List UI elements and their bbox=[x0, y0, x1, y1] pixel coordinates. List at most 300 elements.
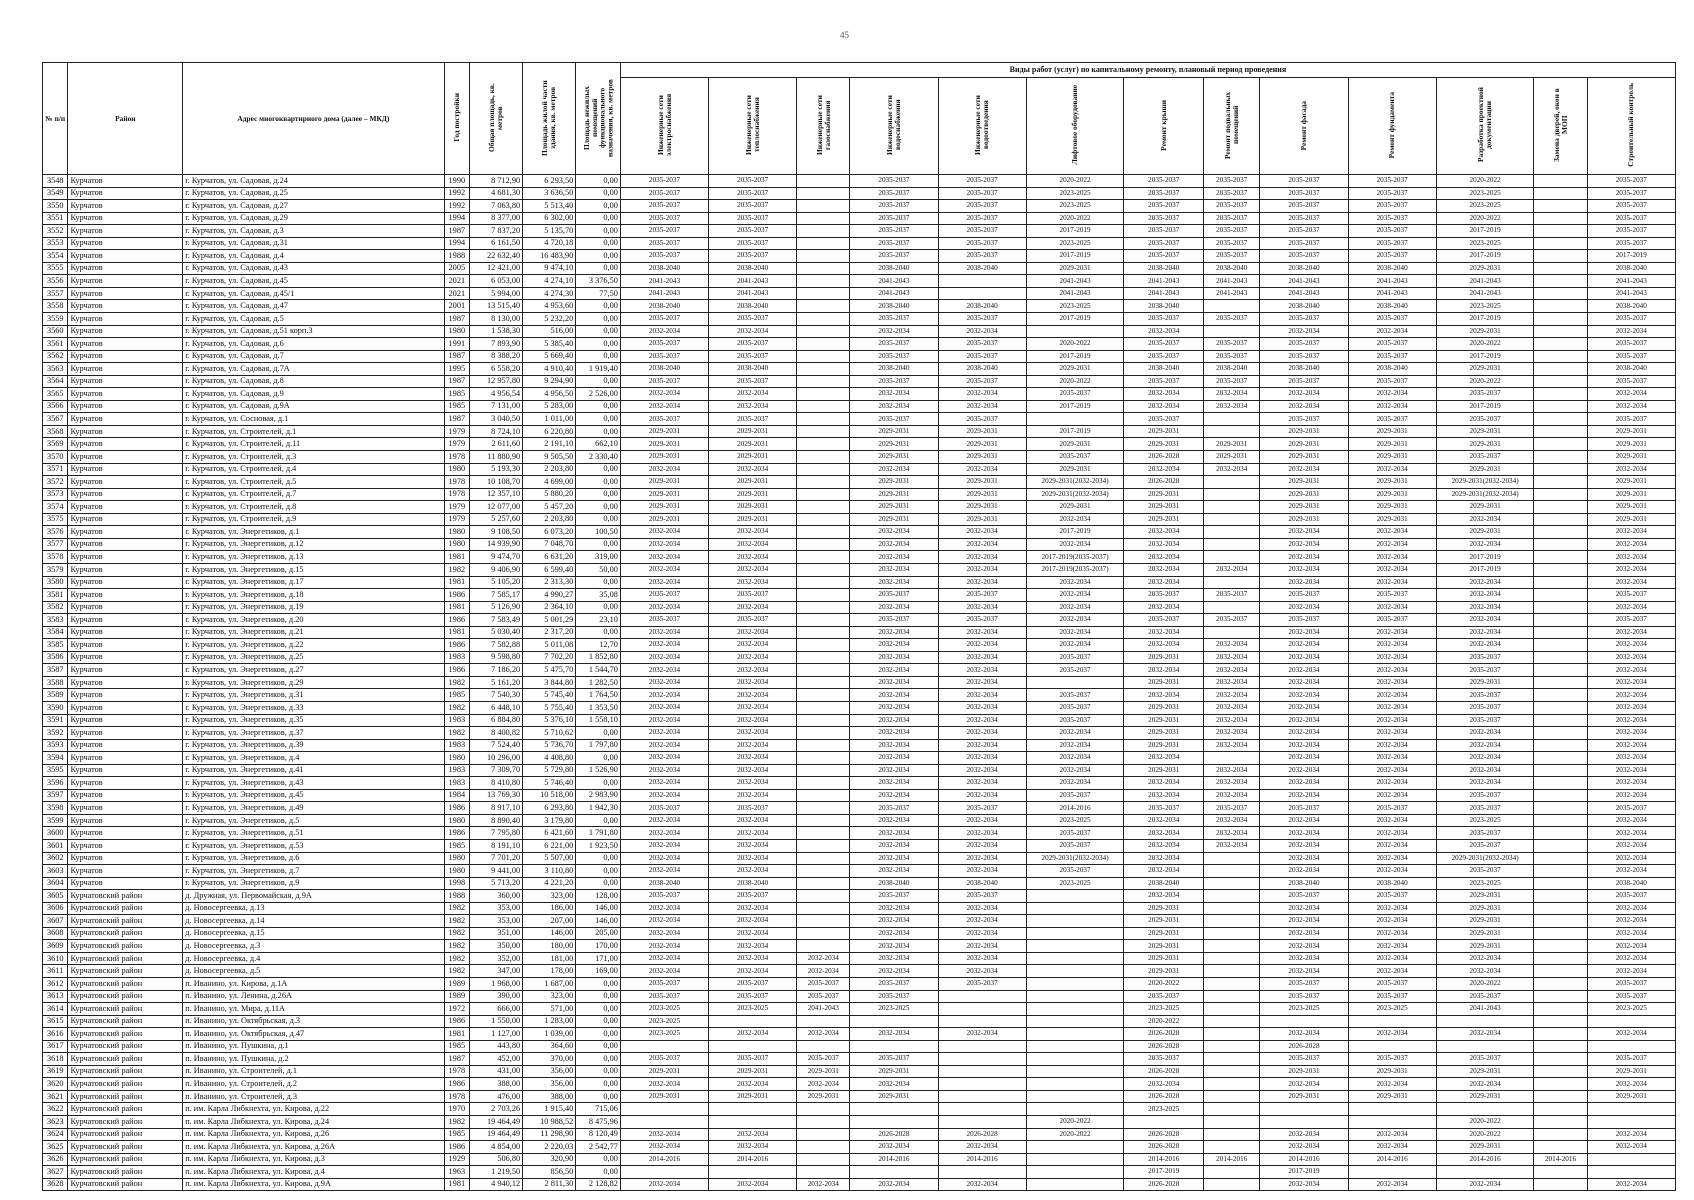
row-number-cell: 3593 bbox=[43, 739, 68, 752]
work-period-cell: 2029-2031 bbox=[620, 1065, 708, 1078]
work-period-cell: 2035-2037 bbox=[1124, 250, 1204, 263]
address-cell: г. Курчатов, ул. Садовая, д.5 bbox=[183, 313, 444, 326]
work-period-cell: 2035-2037 bbox=[1260, 200, 1348, 213]
nonliving-area-cell: 0,00 bbox=[576, 576, 621, 589]
work-period-cell: 2029-2031 bbox=[1348, 513, 1436, 526]
work-period-cell bbox=[797, 551, 850, 564]
work-period-cell: 2032-2034 bbox=[709, 714, 797, 727]
work-period-cell bbox=[797, 777, 850, 790]
work-period-cell: 2032-2034 bbox=[709, 915, 797, 928]
work-period-cell: 2035-2037 bbox=[1436, 701, 1534, 714]
work-period-cell: 2032-2034 bbox=[709, 325, 797, 338]
district-cell: Курчатов bbox=[68, 250, 183, 263]
nonliving-area-cell: 1 852,80 bbox=[576, 651, 621, 664]
work-period-cell: 2032-2034 bbox=[1260, 865, 1348, 878]
work-period-cell: 2032-2034 bbox=[1348, 902, 1436, 915]
living-area-cell: 180,00 bbox=[523, 940, 576, 953]
work-period-cell: 2032-2034 bbox=[620, 927, 708, 940]
work-period-cell bbox=[1026, 676, 1124, 689]
total-area-cell: 352,00 bbox=[470, 952, 523, 965]
table-row bbox=[43, 664, 1676, 677]
work-period-cell: 2029-2031 bbox=[709, 451, 797, 464]
work-period-cell: 2035-2037 bbox=[1124, 350, 1204, 363]
living-area-cell: 4 720,18 bbox=[523, 237, 576, 250]
work-period-cell: 2035-2037 bbox=[709, 313, 797, 326]
work-period-cell: 2032-2034 bbox=[709, 1141, 797, 1154]
nonliving-area-cell: 2 526,00 bbox=[576, 388, 621, 401]
total-area-cell: 4 956,54 bbox=[470, 388, 523, 401]
work-period-cell: 2032-2034 bbox=[850, 526, 938, 539]
work-period-cell: 2032-2034 bbox=[1587, 1141, 1675, 1154]
work-period-cell: 2032-2034 bbox=[1348, 325, 1436, 338]
work-period-cell: 2032-2034 bbox=[1260, 325, 1348, 338]
work-period-cell: 2023-2025 bbox=[1436, 187, 1534, 200]
work-period-cell: 2035-2037 bbox=[620, 175, 708, 188]
work-period-cell: 2029-2031 bbox=[1026, 262, 1124, 275]
work-period-cell: 2029-2031 bbox=[1124, 513, 1204, 526]
work-period-cell: 2023-2025 bbox=[1436, 237, 1534, 250]
work-period-cell: 2032-2034 bbox=[1260, 965, 1348, 978]
work-period-cell bbox=[1204, 877, 1260, 890]
work-period-cell: 2020-2022 bbox=[1124, 1015, 1204, 1028]
address-cell: г. Курчатов, ул. Энергетиков, д.6 bbox=[183, 852, 444, 865]
work-period-cell: 2026-2028 bbox=[1124, 451, 1204, 464]
work-period-cell bbox=[1534, 965, 1587, 978]
nonliving-area-cell: 0,00 bbox=[576, 237, 621, 250]
address-cell: п. им. Карла Либкнехта, ул. Кирова, д.3 bbox=[183, 1153, 444, 1166]
work-period-cell: 2032-2034 bbox=[709, 626, 797, 639]
work-period-cell: 2041-2043 bbox=[1260, 275, 1348, 288]
total-area-cell: 8 917,10 bbox=[470, 802, 523, 815]
total-area-cell: 12 957,80 bbox=[470, 375, 523, 388]
work-period-cell bbox=[797, 639, 850, 652]
work-period-cell bbox=[620, 1103, 708, 1116]
work-period-cell: 2017-2019 bbox=[1436, 250, 1534, 263]
table-row bbox=[43, 927, 1676, 940]
living-area-cell: 1 687,00 bbox=[523, 978, 576, 991]
work-period-cell bbox=[938, 1166, 1026, 1179]
work-period-cell: 2035-2037 bbox=[1260, 1053, 1348, 1066]
work-period-cell: 2029-2031 bbox=[850, 501, 938, 514]
living-area-cell: 4 990,27 bbox=[523, 589, 576, 602]
work-period-cell: 2035-2037 bbox=[1436, 839, 1534, 852]
work-period-cell: 2029-2031 bbox=[709, 501, 797, 514]
work-period-cell: 2032-2034 bbox=[938, 927, 1026, 940]
work-period-cell bbox=[1534, 689, 1587, 702]
work-period-cell bbox=[797, 1116, 850, 1129]
nonliving-area-cell: 0,00 bbox=[576, 752, 621, 765]
work-period-cell: 2029-2031 bbox=[938, 501, 1026, 514]
work-period-cell bbox=[797, 300, 850, 313]
table-row bbox=[43, 1065, 1676, 1078]
district-cell: Курчатов bbox=[68, 651, 183, 664]
district-cell: Курчатов bbox=[68, 463, 183, 476]
work-period-cell: 2032-2034 bbox=[938, 764, 1026, 777]
nonliving-area-cell: 8 120,49 bbox=[576, 1128, 621, 1141]
work-period-cell: 2035-2037 bbox=[938, 890, 1026, 903]
work-period-cell: 2035-2037 bbox=[938, 978, 1026, 991]
work-period-cell bbox=[1534, 589, 1587, 602]
work-period-cell: 2017-2019 bbox=[1026, 425, 1124, 438]
work-period-cell: 2032-2034 bbox=[1587, 664, 1675, 677]
work-period-cell: 2032-2034 bbox=[1124, 639, 1204, 652]
work-period-cell: 2032-2034 bbox=[709, 764, 797, 777]
year-built-cell: 2021 bbox=[444, 287, 469, 300]
work-period-cell bbox=[797, 877, 850, 890]
work-period-cell: 2029-2031 bbox=[1436, 438, 1534, 451]
work-period-cell: 2035-2037 bbox=[1026, 839, 1124, 852]
nonliving-area-cell: 0,00 bbox=[576, 300, 621, 313]
address-cell: г. Курчатов, ул. Энергетиков, д.43 bbox=[183, 777, 444, 790]
work-period-cell: 2026-2028 bbox=[1124, 476, 1204, 489]
district-cell: Курчатовский район bbox=[68, 927, 183, 940]
col-living-area-header: Площадь жилой части здания, кв. метров bbox=[523, 63, 576, 175]
work-period-cell bbox=[797, 476, 850, 489]
total-area-cell: 2 703,26 bbox=[470, 1103, 523, 1116]
work-period-cell: 2041-2043 bbox=[1587, 275, 1675, 288]
total-area-cell: 7 309,70 bbox=[470, 764, 523, 777]
table-row bbox=[43, 764, 1676, 777]
address-cell: п. им. Карла Либкнехта, ул. Кирова, д.4 bbox=[183, 1166, 444, 1179]
row-number-cell: 3615 bbox=[43, 1015, 68, 1028]
work-period-cell: 2032-2034 bbox=[1587, 739, 1675, 752]
total-area-cell: 7 585,17 bbox=[470, 589, 523, 602]
work-period-cell: 2029-2031 bbox=[1348, 1090, 1436, 1103]
work-period-cell bbox=[797, 664, 850, 677]
year-built-cell: 1988 bbox=[444, 890, 469, 903]
total-area-cell: 8 410,80 bbox=[470, 777, 523, 790]
total-area-cell: 5 030,40 bbox=[470, 626, 523, 639]
living-area-cell: 4 953,60 bbox=[523, 300, 576, 313]
work-period-cell: 2032-2034 bbox=[1204, 814, 1260, 827]
work-period-cell bbox=[1534, 551, 1587, 564]
work-period-cell: 2032-2034 bbox=[620, 915, 708, 928]
work-period-cell bbox=[1204, 576, 1260, 589]
work-period-cell: 2032-2034 bbox=[1026, 601, 1124, 614]
living-area-cell: 5 135,70 bbox=[523, 225, 576, 238]
living-area-cell: 1 011,00 bbox=[523, 413, 576, 426]
work-period-cell: 2032-2034 bbox=[1204, 727, 1260, 740]
work-period-cell: 2029-2031 bbox=[1436, 363, 1534, 376]
address-cell: г. Курчатов, ул. Энергетиков, д.7 bbox=[183, 865, 444, 878]
living-area-cell: 2 220,03 bbox=[523, 1141, 576, 1154]
work-period-cell: 2035-2037 bbox=[620, 225, 708, 238]
nonliving-area-cell: 205,00 bbox=[576, 927, 621, 940]
work-period-cell: 2023-2025 bbox=[1436, 200, 1534, 213]
address-cell: г. Курчатов, ул. Садовая, д.45 bbox=[183, 275, 444, 288]
work-period-cell: 2032-2034 bbox=[1587, 902, 1675, 915]
work-period-cell bbox=[1587, 1166, 1675, 1179]
work-period-cell: 2032-2034 bbox=[1436, 727, 1534, 740]
work-period-cell bbox=[1204, 1053, 1260, 1066]
total-area-cell: 6 448,10 bbox=[470, 701, 523, 714]
work-period-cell: 2020-2022 bbox=[1436, 175, 1534, 188]
year-built-cell: 1980 bbox=[444, 752, 469, 765]
work-period-cell: 2035-2037 bbox=[1348, 313, 1436, 326]
work-period-cell: 2032-2034 bbox=[709, 865, 797, 878]
nonliving-area-cell: 0,00 bbox=[576, 877, 621, 890]
district-cell: Курчатовский район bbox=[68, 978, 183, 991]
district-cell: Курчатовский район bbox=[68, 1078, 183, 1091]
work-period-cell: 2032-2034 bbox=[850, 400, 938, 413]
work-period-cell bbox=[1026, 1040, 1124, 1053]
work-period-cell: 2029-2031 bbox=[1124, 676, 1204, 689]
living-area-cell: 16 483,90 bbox=[523, 250, 576, 263]
table-row bbox=[43, 1078, 1676, 1091]
work-period-cell: 2032-2034 bbox=[620, 1178, 708, 1191]
nonliving-area-cell: 0,00 bbox=[576, 187, 621, 200]
living-area-cell: 323,00 bbox=[523, 890, 576, 903]
work-period-cell: 2035-2037 bbox=[1436, 451, 1534, 464]
work-period-cell: 2032-2034 bbox=[1436, 614, 1534, 627]
table-row bbox=[43, 1103, 1676, 1116]
work-period-cell: 2032-2034 bbox=[850, 1178, 938, 1191]
row-number-cell: 3569 bbox=[43, 438, 68, 451]
work-period-cell: 2038-2040 bbox=[620, 363, 708, 376]
work-period-cell: 2023-2025 bbox=[1436, 300, 1534, 313]
work-period-cell: 2035-2037 bbox=[620, 1053, 708, 1066]
table-row bbox=[43, 350, 1676, 363]
address-cell: г. Курчатов, ул. Энергетиков, д.22 bbox=[183, 639, 444, 652]
work-period-cell: 2035-2037 bbox=[1587, 375, 1675, 388]
table-row bbox=[43, 338, 1676, 351]
work-period-cell bbox=[797, 852, 850, 865]
district-cell: Курчатовский район bbox=[68, 1103, 183, 1116]
work-period-cell: 2032-2034 bbox=[1124, 827, 1204, 840]
district-cell: Курчатов bbox=[68, 175, 183, 188]
work-period-cell: 2041-2043 bbox=[1436, 1003, 1534, 1016]
work-period-cell: 2035-2037 bbox=[1026, 714, 1124, 727]
work-period-cell bbox=[1534, 363, 1587, 376]
work-period-cell: 2032-2034 bbox=[850, 952, 938, 965]
work-period-cell: 2032-2034 bbox=[850, 1078, 938, 1091]
work-period-cell: 2020-2022 bbox=[1436, 338, 1534, 351]
work-period-cell: 2035-2037 bbox=[1587, 350, 1675, 363]
works-group-header: Виды работ (услуг) по капитальному ремонту, плановый период проведения bbox=[620, 63, 1675, 78]
year-built-cell: 1986 bbox=[444, 802, 469, 815]
work-period-cell: 2029-2031 bbox=[1026, 463, 1124, 476]
living-area-cell: 207,00 bbox=[523, 915, 576, 928]
work-period-cell: 2035-2037 bbox=[1026, 827, 1124, 840]
living-area-cell: 2 364,10 bbox=[523, 601, 576, 614]
work-period-cell: 2032-2034 bbox=[620, 902, 708, 915]
col-work-header: Строительный контроль bbox=[1587, 78, 1675, 175]
row-number-cell: 3566 bbox=[43, 400, 68, 413]
table-row bbox=[43, 676, 1676, 689]
total-area-cell: 19 464,49 bbox=[470, 1116, 523, 1129]
district-cell: Курчатов bbox=[68, 413, 183, 426]
work-period-cell: 2041-2043 bbox=[1260, 287, 1348, 300]
work-period-cell bbox=[797, 1103, 850, 1116]
total-area-cell: 14 939,90 bbox=[470, 538, 523, 551]
work-period-cell: 2035-2037 bbox=[1260, 237, 1348, 250]
total-area-cell: 12 357,10 bbox=[470, 488, 523, 501]
work-period-cell: 2032-2034 bbox=[1348, 576, 1436, 589]
work-period-cell: 2035-2037 bbox=[1348, 413, 1436, 426]
work-period-cell: 2032-2034 bbox=[1204, 664, 1260, 677]
living-area-cell: 4 910,40 bbox=[523, 363, 576, 376]
work-period-cell: 2041-2043 bbox=[620, 287, 708, 300]
work-period-cell: 2032-2034 bbox=[938, 865, 1026, 878]
total-area-cell: 5 994,00 bbox=[470, 287, 523, 300]
total-area-cell: 452,00 bbox=[470, 1053, 523, 1066]
work-period-cell bbox=[797, 488, 850, 501]
work-period-cell bbox=[1534, 400, 1587, 413]
work-period-cell: 2032-2034 bbox=[709, 538, 797, 551]
work-period-cell: 2035-2037 bbox=[620, 614, 708, 627]
work-period-cell: 2032-2034 bbox=[1026, 614, 1124, 627]
work-period-cell: 2035-2037 bbox=[709, 338, 797, 351]
district-cell: Курчатов bbox=[68, 400, 183, 413]
total-area-cell: 5 257,60 bbox=[470, 513, 523, 526]
table-row bbox=[43, 325, 1676, 338]
row-number-cell: 3562 bbox=[43, 350, 68, 363]
work-period-cell: 2038-2040 bbox=[1204, 262, 1260, 275]
work-period-cell: 2035-2037 bbox=[1260, 212, 1348, 225]
work-period-cell: 2035-2037 bbox=[938, 338, 1026, 351]
work-period-cell: 2035-2037 bbox=[620, 978, 708, 991]
district-cell: Курчатов bbox=[68, 727, 183, 740]
work-period-cell: 2035-2037 bbox=[620, 990, 708, 1003]
year-built-cell: 1985 bbox=[444, 388, 469, 401]
work-period-cell bbox=[797, 451, 850, 464]
district-cell: Курчатовский район bbox=[68, 1166, 183, 1179]
work-period-cell: 2035-2037 bbox=[709, 990, 797, 1003]
work-period-cell: 2038-2040 bbox=[709, 300, 797, 313]
living-area-cell: 5 232,20 bbox=[523, 313, 576, 326]
total-area-cell: 8 388,20 bbox=[470, 350, 523, 363]
work-period-cell: 2029-2031 bbox=[709, 513, 797, 526]
work-period-cell: 2032-2034 bbox=[1587, 526, 1675, 539]
table-row bbox=[43, 413, 1676, 426]
work-period-cell: 2026-2028 bbox=[1124, 1128, 1204, 1141]
work-period-cell bbox=[1534, 538, 1587, 551]
work-period-cell bbox=[797, 388, 850, 401]
work-period-cell: 2029-2031 bbox=[1348, 1065, 1436, 1078]
row-number-cell: 3563 bbox=[43, 363, 68, 376]
work-period-cell: 2032-2034 bbox=[1260, 526, 1348, 539]
district-cell: Курчатовский район bbox=[68, 1003, 183, 1016]
work-period-cell: 2032-2034 bbox=[1260, 400, 1348, 413]
work-period-cell: 2035-2037 bbox=[850, 175, 938, 188]
work-period-cell bbox=[797, 287, 850, 300]
work-period-cell bbox=[797, 902, 850, 915]
work-period-cell: 2032-2034 bbox=[709, 1128, 797, 1141]
work-period-cell bbox=[1534, 175, 1587, 188]
work-period-cell: 2035-2037 bbox=[709, 1053, 797, 1066]
work-period-cell bbox=[1204, 1166, 1260, 1179]
living-area-cell: 9 474,10 bbox=[523, 262, 576, 275]
work-period-cell: 2032-2034 bbox=[850, 664, 938, 677]
work-period-cell: 2035-2037 bbox=[709, 890, 797, 903]
work-period-cell: 2032-2034 bbox=[620, 1078, 708, 1091]
living-area-cell: 2 317,20 bbox=[523, 626, 576, 639]
row-number-cell: 3587 bbox=[43, 664, 68, 677]
work-period-cell: 2014-2016 bbox=[709, 1153, 797, 1166]
table-row bbox=[43, 488, 1676, 501]
table-row bbox=[43, 877, 1676, 890]
work-period-cell: 2035-2037 bbox=[1587, 614, 1675, 627]
work-period-cell: 2035-2037 bbox=[709, 589, 797, 602]
work-period-cell: 2035-2037 bbox=[850, 375, 938, 388]
row-number-cell: 3617 bbox=[43, 1040, 68, 1053]
total-area-cell: 2 611,60 bbox=[470, 438, 523, 451]
work-period-cell: 2035-2037 bbox=[1204, 338, 1260, 351]
address-cell: п. Иванино, ул. Ленина, д.26А bbox=[183, 990, 444, 1003]
work-period-cell bbox=[1260, 1103, 1348, 1116]
living-area-cell: 5 736,70 bbox=[523, 739, 576, 752]
living-area-cell: 2 811,30 bbox=[523, 1178, 576, 1191]
work-period-cell: 2035-2037 bbox=[1260, 187, 1348, 200]
address-cell: п. Иванино, ул. Кирова, д.1А bbox=[183, 978, 444, 991]
nonliving-area-cell: 128,00 bbox=[576, 890, 621, 903]
table-row bbox=[43, 1090, 1676, 1103]
work-period-cell: 2035-2037 bbox=[1587, 978, 1675, 991]
work-period-cell: 2032-2034 bbox=[1204, 388, 1260, 401]
work-period-cell: 2032-2034 bbox=[850, 639, 938, 652]
row-number-cell: 3555 bbox=[43, 262, 68, 275]
work-period-cell bbox=[1534, 526, 1587, 539]
work-period-cell: 2032-2034 bbox=[938, 839, 1026, 852]
work-period-cell: 2035-2037 bbox=[850, 978, 938, 991]
work-period-cell: 2026-2028 bbox=[1124, 1028, 1204, 1041]
work-period-cell: 2041-2043 bbox=[709, 287, 797, 300]
col-work-header: Лифтовое оборудование bbox=[1026, 78, 1124, 175]
table-row bbox=[43, 1166, 1676, 1179]
work-period-cell bbox=[1534, 225, 1587, 238]
total-area-cell: 7 583,49 bbox=[470, 614, 523, 627]
year-built-cell: 1929 bbox=[444, 1153, 469, 1166]
work-period-cell: 2035-2037 bbox=[1260, 413, 1348, 426]
total-area-cell: 1 219,50 bbox=[470, 1166, 523, 1179]
work-period-cell: 2026-2028 bbox=[1124, 1141, 1204, 1154]
work-period-cell: 2023-2025 bbox=[620, 1015, 708, 1028]
work-period-cell: 2035-2037 bbox=[1026, 451, 1124, 464]
work-period-cell: 2032-2034 bbox=[709, 814, 797, 827]
work-period-cell bbox=[797, 802, 850, 815]
work-period-cell: 2032-2034 bbox=[709, 739, 797, 752]
work-period-cell: 2032-2034 bbox=[1587, 952, 1675, 965]
work-period-cell bbox=[938, 990, 1026, 1003]
table-row bbox=[43, 890, 1676, 903]
nonliving-area-cell: 0,00 bbox=[576, 400, 621, 413]
work-period-cell: 2035-2037 bbox=[850, 237, 938, 250]
address-cell: г. Курчатов, ул. Садовая, д.27 bbox=[183, 200, 444, 213]
total-area-cell: 388,00 bbox=[470, 1078, 523, 1091]
work-period-cell: 2029-2031 bbox=[850, 451, 938, 464]
work-period-cell: 2020-2022 bbox=[1026, 338, 1124, 351]
work-period-cell: 2023-2025 bbox=[1348, 1003, 1436, 1016]
nonliving-area-cell: 0,00 bbox=[576, 200, 621, 213]
work-period-cell: 2032-2034 bbox=[620, 651, 708, 664]
work-period-cell bbox=[1026, 1090, 1124, 1103]
address-cell: г. Курчатов, ул. Энергетиков, д.45 bbox=[183, 789, 444, 802]
work-period-cell: 2029-2031 bbox=[1587, 438, 1675, 451]
total-area-cell: 1 127,00 bbox=[470, 1028, 523, 1041]
table-row bbox=[43, 313, 1676, 326]
nonliving-area-cell: 0,00 bbox=[576, 814, 621, 827]
work-period-cell: 2029-2031 bbox=[709, 425, 797, 438]
work-period-cell: 2017-2019 bbox=[1026, 400, 1124, 413]
table-row bbox=[43, 237, 1676, 250]
work-period-cell bbox=[620, 1116, 708, 1129]
work-period-cell: 2032-2034 bbox=[1260, 789, 1348, 802]
work-period-cell: 2035-2037 bbox=[620, 338, 708, 351]
work-period-cell: 2041-2043 bbox=[709, 275, 797, 288]
work-period-cell bbox=[1204, 325, 1260, 338]
total-area-cell: 506,80 bbox=[470, 1153, 523, 1166]
work-period-cell: 2029-2031 bbox=[1436, 927, 1534, 940]
